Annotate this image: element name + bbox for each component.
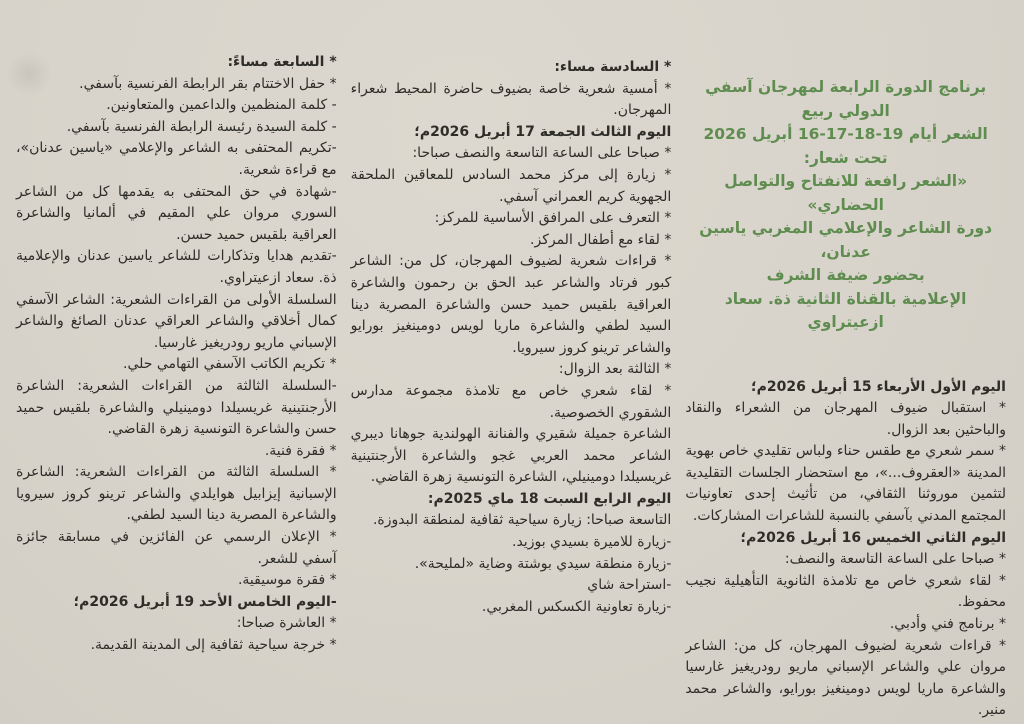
program-paragraph: * لقاء مع أطفال المركز. [530,231,672,248]
program-title-line: الشعر أيام 19-18-17-16 أبريل 2026 [703,125,988,143]
program-paragraph: اليوم الرابع السبت 18 ماي 2025م: [427,490,672,507]
program-paragraph: -شهادة في حق المحتفى به يقدمها كل من الشاعر السوري مروان علي المقيم في ألمانيا والشاعرة العراقية بلقيس حميد حسن. [15,183,337,243]
column-day3-day4-body [351,57,672,618]
program-paragraph: * السلسلة الثالثة من القراءات الشعرية: الشاعرة الإسبانية إيزابيل هوايلدي والشاعر ترينو كروز سيرويا والشاعرة المصرية دينا السيد لطفي. [15,464,337,524]
program-paragraph: -اليوم الخامس الأحد 19 أبريل 2026م؛ [73,593,337,610]
program-paragraph: * قراءات شعرية لضيوف المهرجان، كل من: الشاعر كبور فرتاد والشاعر عبد الحق بن رحمون والشاعرة العراقية بلقيس حميد حسن والشاعرة المصرية دينا السيد لطفي والشاعرة ماريا لويس دومينغيز بورايو والشاعر ترينو كروز سيرويا. [350,253,672,356]
program-paragraph: - كلمة المنظمين والداعمين والمتعاونين. [106,97,337,114]
program-paragraph: * السابعة مساءً: [227,54,337,70]
column-closing-day5 [16,52,337,724]
program-paragraph: * صباحا على الساعة التاسعة والنصف: [784,551,1006,568]
program-title-line: برنامج الدورة الرابعة لمهرجان آسفي الدولي ربيع [705,78,987,120]
program-paragraph: * برنامج فني وأدبي. [889,616,1006,633]
program-title [685,76,1006,335]
program-title-line: دورة الشاعر والإعلامي المغربي ياسين عدنان، [699,219,993,261]
program-paragraph: * استقبال ضيوف المهرجان من الشعراء والنقاد والباحثين بعد الزوال. [685,400,1006,438]
program-paragraph: اليوم الأول الأربعاء 15 أبريل 2026م؛ [751,378,1006,395]
column-closing-day5-body [16,52,337,657]
program-paragraph: * فقرة فنية. [264,442,337,459]
program-paragraph: * السادسة مساء: [554,59,672,75]
program-title-line: بحضور ضيفة الشرف [766,266,925,284]
program-paragraph: -زيارة منطقة سيدي بوشتة وضاية «لمليحة». [414,555,672,572]
program-paragraph: - كلمة السيدة رئيسة الرابطة الفرنسية بآسفي. [66,118,337,135]
program-paragraph: * أمسية شعرية خاصة بضيوف حاضرة المحيط شعراء المهرجان. [350,80,672,119]
program-paragraph: * قراءات شعرية لضيوف المهرجان، كل من: الشاعر مروان علي والشاعر الإسباني ماريو رودريغيز غارسيا والشاعرة ماريا لويس دومينغيز بورايو، والشاعر محمد منير. [685,637,1006,719]
program-paragraph: -السلسلة الثالثة من القراءات الشعرية: الشاعرة الأرجنتينية غريسيلدا دومينيلي والشاعرة بلقيس حميد حسن والشاعرة التونسية زهرة القاضي. [15,377,337,438]
program-paragraph: -تكريم المحتفى به الشاعر والإعلامي «ياسين عدنان»، مع قراءة شعرية. [15,140,337,178]
program-paragraph: * سمر شعري مع طقس حناء ولباس تقليدي خاص بهوية المدينة «العقروف...»، مع استحضار الجلسات التقليدية لتثمين موروثنا الثقافي، من تأثيث إحدى تعاونيات المجتمع المدني بآسفي بالنسبة للشاعرات المشاركات. [685,443,1006,525]
column-day3-day4 [351,52,672,724]
column-day1-day2 [685,52,1006,724]
program-paragraph: * الثالثة بعد الزوال: [558,361,672,378]
program-paragraph: * لقاء شعري خاص مع تلامذة الثانوية التأهيلية نجيب محفوظ. [685,572,1006,611]
program-paragraph: * العاشرة صباحا: [236,615,337,632]
program-paragraph: السلسلة الأولى من القراءات الشعرية: الشاعر الآسفي كمال أخلاقي والشاعر العراقي عدنان الصائغ والشاعر الإسباني ماريو رودريغيز غارسيا. [15,291,337,351]
program-paragraph: * التعرف على المرافق الأساسية للمركز: [434,210,672,227]
program-paragraph: -زيارة تعاونية الكسكس المغربي. [481,598,672,615]
program-paragraph: * لقاء شعري خاص مع تلامذة مجموعة مدارس الشقوري الخصوصية. [350,382,672,421]
program-paragraph: -تقديم هدايا وتذكارات للشاعر ياسين عدنان والإعلامية ذة. سعاد ازعيتراوي. [15,248,337,286]
program-title-line: تحت شعار: [803,148,888,167]
program-paragraph: * صباحا على الساعة التاسعة والنصف صباحا: [412,145,672,162]
program-paragraph: * خرجة سياحية ثقافية إلى المدينة القديمة. [90,637,337,654]
program-paragraph: الشاعرة جميلة شقيري والفنانة الهولندية جوهانا ديبري الشاعر محمد العربي غجو والشاعرة الأرجنتينية غريسيلدا دومينيلي، الشاعرة التونسية زهرة القاضي. [350,426,672,486]
program-title-line: الإعلامية بالقناة الثانية ذة. سعاد ازعيتراوي [724,289,967,331]
program-paragraph: * زيارة إلى مركز محمد السادس للمعاقين الملحقة الجهوية كريم العمراني آسفي. [350,166,672,205]
program-paragraph: اليوم الثالث الجمعة 17 أبريل 2026م؛ [414,123,672,140]
column-day1-day2-body [685,377,1006,723]
program-paragraph: * تكريم الكاتب الآسفي التهامي حلي. [123,356,337,373]
program-paragraph: -استراحة شاي [587,577,672,594]
program-paragraph: -زيارة للاميرة بسيدي بوزيد. [512,534,672,551]
program-paragraph: * فقرة موسيقية. [237,572,337,589]
program-paragraph: اليوم الثاني الخميس 16 أبريل 2026م؛ [740,529,1006,546]
program-paragraph: * حفل الاختتام بقر الرابطة الفرنسية بآسفي. [79,75,337,92]
program-title-line: «الشعر رافعة للانفتاح والتواصل الحضاري» [724,172,968,214]
program-paragraph: التاسعة صباحا: زيارة سياحية ثقافية لمنطقة البدوزة. [372,512,672,529]
program-paragraph: * الإعلان الرسمي عن الفائزين في مسابقة جائزة آسفي للشعر. [15,529,337,567]
